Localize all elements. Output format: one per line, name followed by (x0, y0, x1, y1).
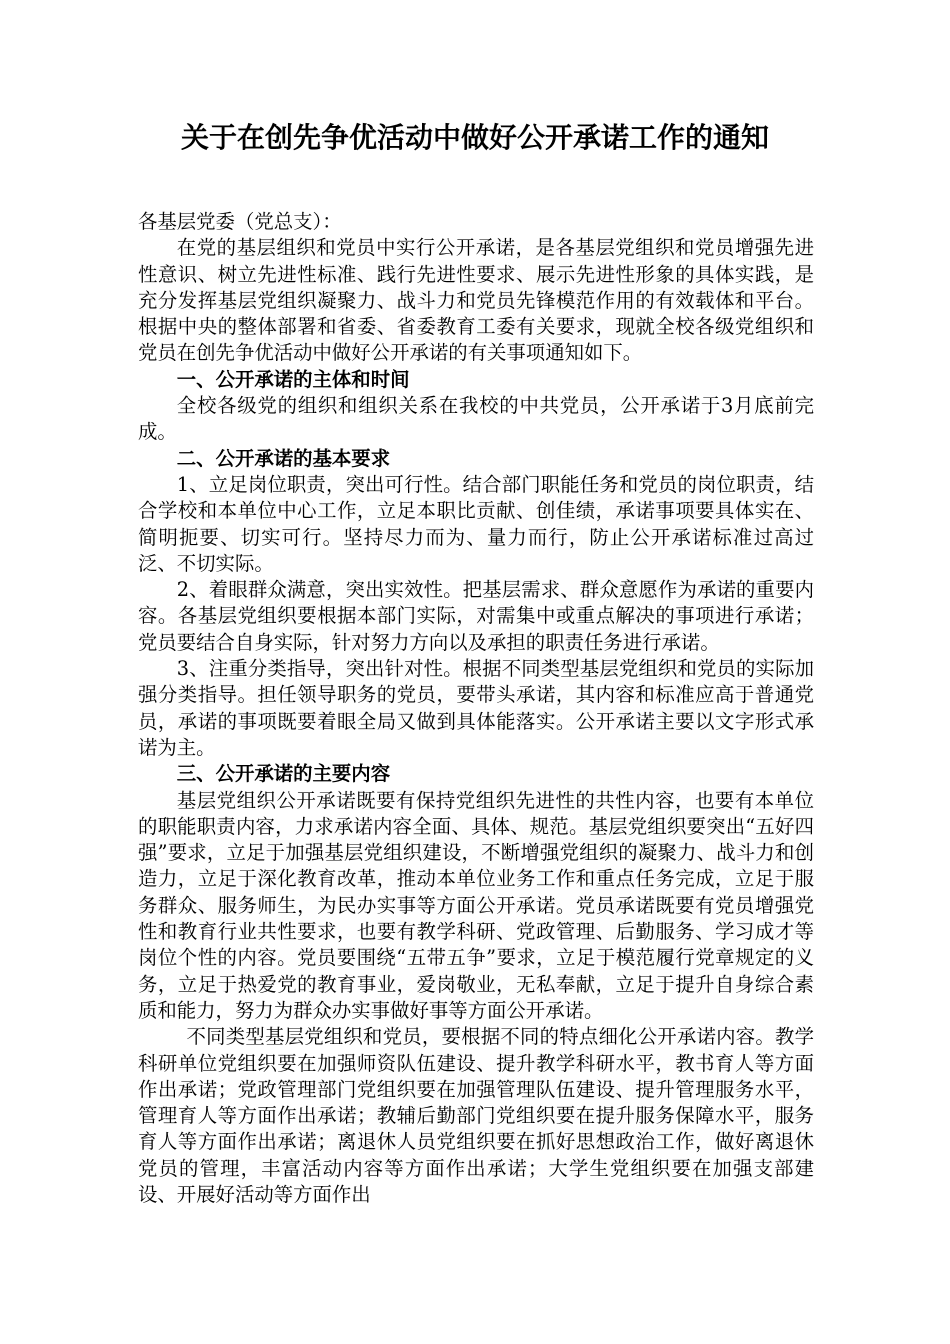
intro-paragraph: 在党的基层组织和党员中实行公开承诺，是各基层党组织和党员增强先进性意识、树立先进性标准、践行先进性要求、展示先进性形象的具体实践，是充分发挥基层党组织凝聚力、战斗力和党员先锋模范作用的有效载体和平台。根据中央的整体部署和省委、省委教育工委有关要求，现就全校各级党组织和党员在创先争优活动中做好公开承诺的有关事项通知如下。 (138, 236, 814, 365)
section-1-paragraph-1: 全校各级党的组织和组织关系在我校的中共党员，公开承诺于3月底前完成。 (138, 394, 814, 444)
document-body (138, 209, 814, 1208)
section-2-paragraph-1: 1、立足岗位职责，突出可行性。结合部门职能任务和党员的岗位职责，结合学校和本单位中心工作，立足本职比贡献、创佳绩，承诺事项要具体实在、简明扼要、切实可行。坚持尽力而为、量力而行，防止公开承诺标准过高过泛、不切实际。 (138, 472, 814, 575)
section-heading-3: 三、公开承诺的主要内容 (176, 762, 391, 786)
section-3-paragraph-2: 不同类型基层党组织和党员，要根据不同的特点细化公开承诺内容。教学科研单位党组织要在加强师资队伍建设、提升教学科研水平，教书育人等方面作出承诺；党政管理部门党组织要在加强管理队伍建设、提升管理服务水平，管理育人等方面作出承诺；教辅后勤部门党组织要在提升服务保障水平，服务育人等方面作出承诺；离退休人员党组织要在抓好思想政治工作，做好离退休党员的管理，丰富活动内容等方面作出承诺；大学生党组织要在加强支部建设、开展好活动等方面作出 (138, 1025, 814, 1206)
salutation: 各基层党委（党总支）： (138, 210, 342, 233)
section-2-paragraph-2: 2、着眼群众满意，突出实效性。把基层需求、群众意愿作为承诺的重要内容。各基层党组织要根据本部门实际，对需集中或重点解决的事项进行承诺；党员要结合自身实际，针对努力方向以及承担的职责任务进行承诺。 (138, 578, 814, 654)
section-heading-1: 一、公开承诺的主体和时间 (176, 367, 410, 391)
section-heading-2: 二、公开承诺的基本要求 (176, 446, 391, 470)
section-3-paragraph-1: 基层党组织公开承诺既要有保持党组织先进性的共性内容，也要有本单位的职能职责内容，力求承诺内容全面、具体、规范。基层党组织要突出“五好四强”要求，立足于加强基层党组织建设，不断增强党组织的凝聚力、战斗力和创造力，立足于深化教育改革，推动本单位业务工作和重点任务完成，立足于服务群众、服务师生，为民办实事等方面公开承诺。党员承诺既要有党员增强党性和教育行业共性要求，也要有教学科研、党政管理、后勤服务、学习成才等岗位个性的内容。党员要围绕“五带五争”要求，立足于模范履行党章规定的义务，立足于热爱党的教育事业，爱岗敬业，无私奉献，立足于提升自身综合素质和能力，努力为群众办实事做好事等方面公开承诺。 (138, 788, 814, 1022)
document-title: 关于在创先争优活动中做好公开承诺工作的通知 (180, 121, 769, 154)
section-2-paragraph-3: 3、注重分类指导，突出针对性。根据不同类型基层党组织和党员的实际加强分类指导。担任领导职务的党员，要带头承诺，其内容和标准应高于普通党员，承诺的事项既要着眼全局又做到具体能落实。公开承诺主要以文字形式承诺为主。 (138, 657, 814, 759)
